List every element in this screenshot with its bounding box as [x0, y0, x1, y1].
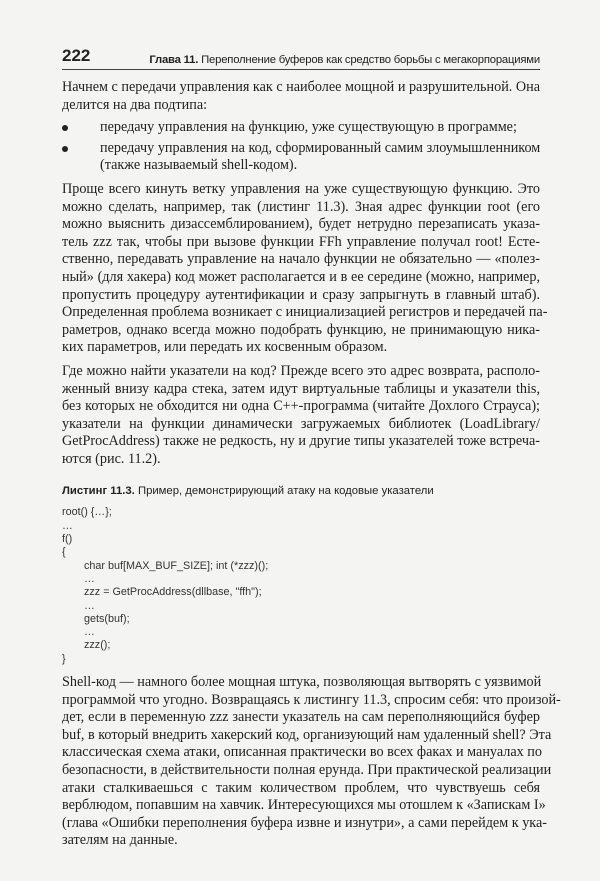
chapter-label: Глава 11.	[149, 54, 199, 66]
text-line: женный внизу кадра стека, затем идут виртуальные таблицы и указатели this,	[62, 380, 540, 397]
text-line: Начнем с передачи управления как с наиболее мощной и разрушительной. Она	[62, 79, 541, 95]
paragraph-3	[62, 363, 540, 469]
listing-title: Пример, демонстрирующий атаку на кодовые указатели	[137, 485, 434, 498]
intro-paragraph	[62, 79, 540, 114]
text-line: GetProcAddress) также не редкость, ну и другие типы указателей тоже встреча-	[62, 433, 540, 450]
text-line: можно выяснить дизассемблированием), будет нетрудно перезаписать указа-	[62, 216, 540, 233]
text-line: Где можно найти указатели на код? Прежде всего это адрес возврата, располо-	[62, 362, 540, 379]
bullet-item	[62, 140, 540, 175]
text-line: верблюдом, попавшим на хавчик. Интересующихся мы отошлем к «Запискам I»	[62, 797, 546, 814]
text-line: атаки сталкиваешься с таким количеством проблем, что чувствуешь себя	[62, 779, 540, 796]
code-line: zzz = GetProcAddress(dllbase, "ffh");	[84, 586, 262, 599]
page-number: 222	[62, 46, 91, 65]
text-line: ный» (для хакера) код может располагается и в ее середине (можно, например,	[62, 268, 540, 285]
text-line: указатели на функции динамически загружаемых библиотек (LoadLibrary/	[62, 415, 540, 432]
text-line: программой что угодно. Возвращаясь к листингу 11.3, спросим себя: что произой-	[62, 691, 561, 708]
listing-label: Листинг 11.3.	[62, 485, 135, 498]
text-line: передачу управления на функцию, уже существующую в программе;	[100, 119, 517, 136]
running-header	[62, 44, 540, 70]
code-listing	[62, 506, 540, 666]
text-line: пропустить процедуру аутентификации и сразу запрыгнуть в главный штаб).	[62, 286, 540, 303]
chapter-name: Переполнение буферов как средство борьбы с мегакорпорациями	[201, 54, 540, 66]
code-line: …	[84, 572, 95, 585]
text-line: ких параметров, или передать их косвенным образом.	[62, 339, 388, 356]
text-line: ственно, передавать управление на начало функции не обязательно — «полез-	[62, 251, 540, 268]
code-line: char buf[MAX_BUF_SIZE]; int (*zzz)();	[84, 559, 269, 572]
bullet-icon	[62, 125, 68, 131]
text-line: передачу управления на код, сформированный самим злоумышленником	[100, 139, 541, 156]
bullet-icon	[62, 146, 68, 152]
text-line: классическая схема атаки, описанная практически во всех факах и мануалах по	[62, 744, 542, 761]
book-page	[62, 44, 561, 850]
text-line: делится на два подтипа:	[62, 96, 208, 113]
text-line: безопасности, в действительности полная ерунда. При практической реализации	[62, 762, 552, 778]
text-line: раметров, однако всегда можно подобрать функцию, не принимающую ника-	[62, 321, 540, 338]
text-line: зателям на данные.	[62, 832, 178, 849]
text-line: без которых не обходится ни одна C++-программа (читайте Дохлого Страуса);	[62, 398, 540, 415]
text-line: Определенная проблема возникает с инициализацией регистров и передачей па-	[62, 304, 548, 321]
text-line: (глава «Ошибки переполнения буфера извне и изнутри», а сами перейдем к ука-	[62, 814, 547, 831]
code-line: …	[62, 519, 73, 532]
text-line: buf, в который внедрить хакерский код, организующий нам удаленный shell? Эта	[62, 726, 552, 743]
code-line: root() {…};	[62, 506, 112, 519]
code-line: gets(buf);	[84, 612, 130, 625]
text-line: ются (рис. 11.2).	[62, 450, 161, 467]
code-line: …	[84, 626, 95, 639]
text-line: (также называемый shell-кодом).	[100, 157, 298, 174]
text-line: Shell-код — намного более мощная штука, позволяющая вытворять с уязвимой	[62, 674, 542, 691]
code-line: {	[62, 546, 66, 559]
paragraph-4	[62, 674, 561, 850]
chapter-title	[149, 54, 540, 66]
text-line: тель zzz так, чтобы при вызове функции FFh управление получал root! Есте-	[62, 233, 540, 250]
code-line: }	[62, 652, 66, 665]
text-line: дет, если в переменную zzz занести указатель на сам переполняющийся буфер	[62, 709, 540, 726]
listing-caption	[62, 482, 540, 500]
code-line: f()	[62, 533, 73, 546]
code-line: …	[84, 599, 95, 612]
bullet-item	[62, 119, 540, 137]
paragraph-2	[62, 180, 548, 357]
text-line: можно сделать, например, так (листинг 11.3). Зная адрес функции root (его	[62, 198, 540, 215]
code-line: zzz();	[84, 639, 111, 652]
bullet-list	[62, 119, 540, 175]
text-line: Проще всего кинуть ветку управления на уже существующую функцию. Это	[62, 180, 540, 197]
